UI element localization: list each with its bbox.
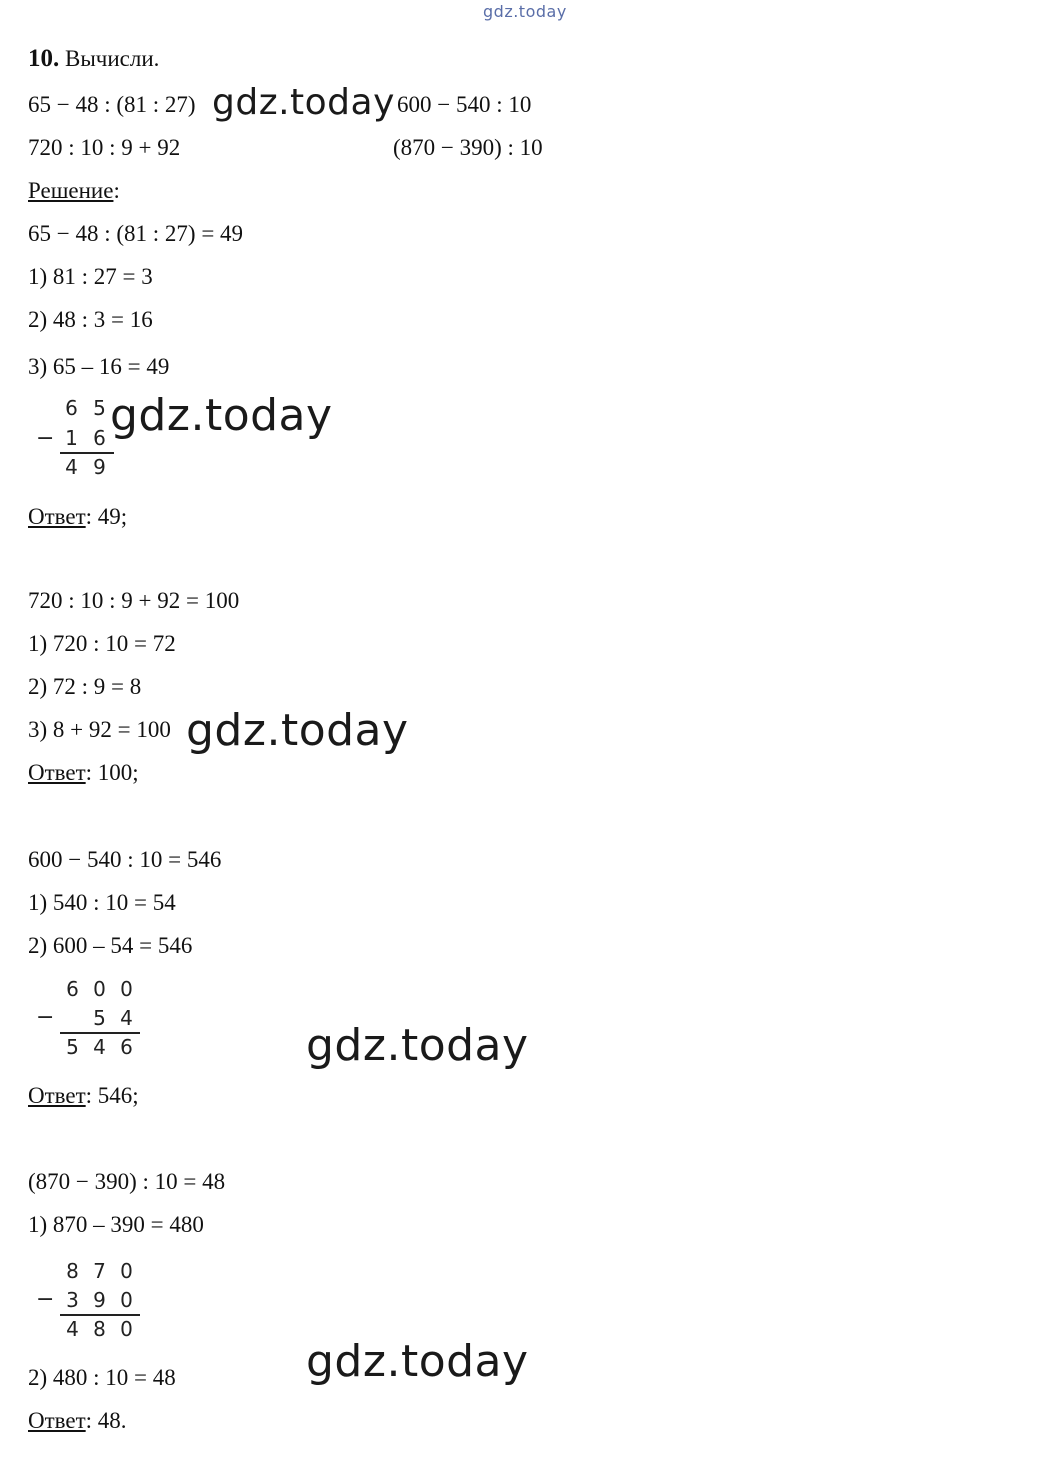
column-digit: 6 [65,396,78,420]
column-digit: 4 [65,455,78,479]
column-digit: 5 [66,1035,79,1059]
column-digit: 7 [93,1259,106,1283]
block-3-step-1: 1) 540 : 10 = 54 [28,890,176,915]
watermark: gdz.today [212,82,395,123]
minus-sign: − [36,426,55,451]
column-digit: 1 [65,426,78,450]
column-underline [60,452,114,454]
answer-value: : 49; [85,504,128,529]
watermark: gdz.today [306,1020,529,1071]
task-expression-4: (870 − 390) : 10 [393,135,543,160]
column-digit: 4 [120,1006,133,1030]
column-digit: 0 [120,1259,133,1283]
block-1-step-3: 3) 65 – 16 = 49 [28,354,170,379]
task-expression-3: 720 : 10 : 9 + 92 [28,135,181,160]
column-digit: 4 [66,1317,79,1341]
block-1-step-2: 2) 48 : 3 = 16 [28,307,153,332]
column-digit: 4 [93,1035,106,1059]
task-number: 10. [28,45,60,72]
watermark-top: gdz.today [483,2,567,21]
column-digit: 0 [120,977,133,1001]
block-2-equation: 720 : 10 : 9 + 92 = 100 [28,588,240,613]
column-digit: 8 [66,1259,79,1283]
block-3-column-subtraction [36,977,156,1067]
watermark: gdz.today [186,705,409,756]
task-expression-1: 65 − 48 : (81 : 27) [28,92,196,117]
column-digit: 5 [93,1006,106,1030]
task-heading [28,45,159,73]
solution-heading: Решение: [28,178,120,203]
answer-label: Ответ [28,760,86,785]
block-2-step-3: 3) 8 + 92 = 100 [28,717,171,742]
task-title: Вычисли. [65,46,160,71]
column-digit: 9 [93,455,106,479]
watermark: gdz.today [110,390,333,441]
block-1-answer [28,503,127,531]
column-digit: 0 [120,1288,133,1312]
block-1-step-1: 1) 81 : 27 = 3 [28,264,153,289]
block-2-step-1: 1) 720 : 10 = 72 [28,631,176,656]
column-digit: 6 [93,426,106,450]
minus-sign: − [36,1005,55,1030]
task-expression-2: 600 − 540 : 10 [397,92,532,117]
column-digit: 9 [93,1288,106,1312]
minus-sign: − [36,1287,55,1312]
answer-value: : 100; [85,760,139,785]
block-3-step-2: 2) 600 – 54 = 546 [28,933,193,958]
block-4-answer [28,1407,127,1435]
block-4-step-2: 2) 480 : 10 = 48 [28,1365,176,1390]
column-digit: 3 [66,1288,79,1312]
column-digit: 8 [93,1317,106,1341]
block-1-equation: 65 − 48 : (81 : 27) = 49 [28,221,244,246]
answer-label: Ответ [28,1408,86,1433]
block-4-equation: (870 − 390) : 10 = 48 [28,1169,226,1194]
answer-label: Ответ [28,1083,86,1108]
answer-value: : 48. [85,1408,127,1433]
column-digit: 0 [93,977,106,1001]
column-digit: 0 [120,1317,133,1341]
column-digit: 6 [66,977,79,1001]
block-4-column-subtraction [36,1259,156,1349]
block-3-equation: 600 − 540 : 10 = 546 [28,847,222,872]
column-underline [60,1032,140,1034]
column-digit: 5 [93,396,106,420]
solution-label: Решение [28,178,114,203]
block-3-answer [28,1082,139,1110]
block-4-step-1: 1) 870 – 390 = 480 [28,1212,204,1237]
block-2-step-2: 2) 72 : 9 = 8 [28,674,142,699]
watermark: gdz.today [306,1336,529,1387]
answer-value: : 546; [85,1083,139,1108]
block-2-answer [28,759,139,787]
column-digit: 6 [120,1035,133,1059]
column-underline [60,1314,140,1316]
answer-label: Ответ [28,504,86,529]
